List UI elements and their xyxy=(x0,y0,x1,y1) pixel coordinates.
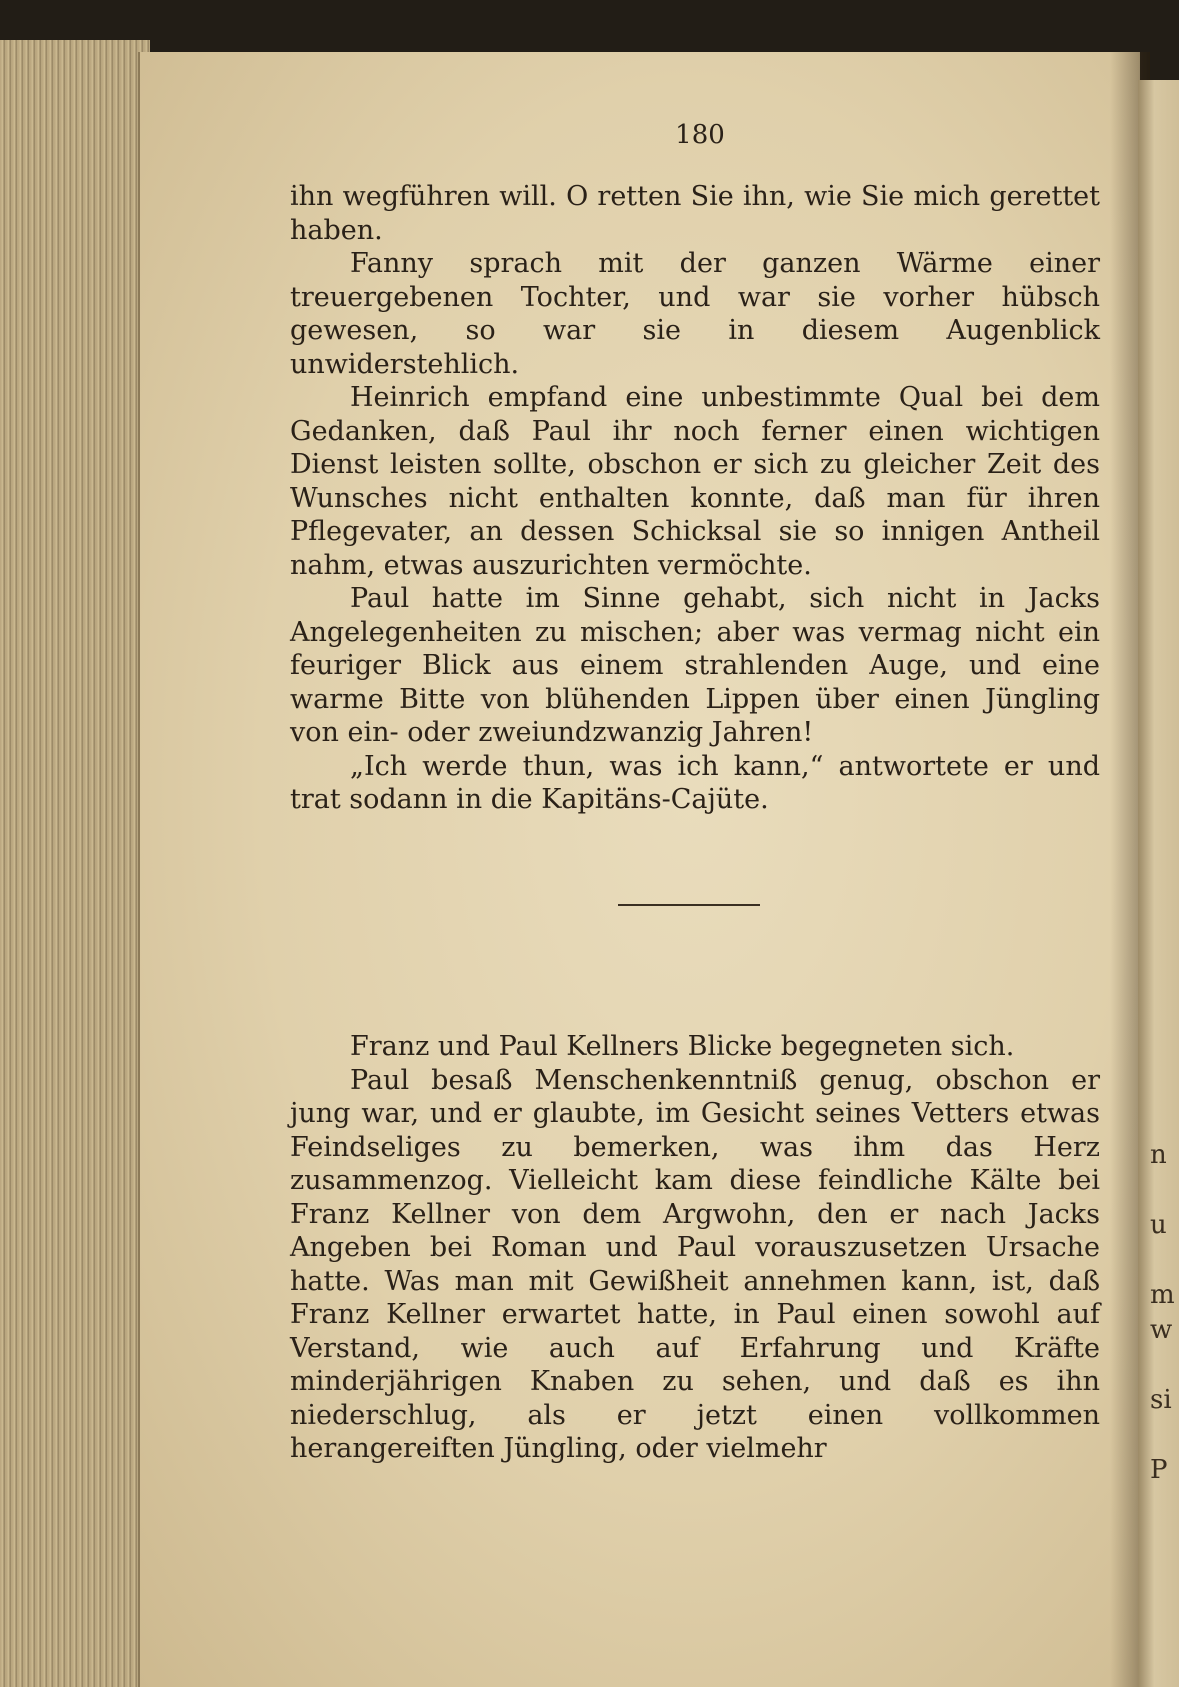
next-page-fragment: si xyxy=(1150,1385,1172,1415)
paragraph: ihn wegführen will. O retten Sie ihn, wie Sie mich gerettet haben. xyxy=(290,181,1100,246)
next-page-fragment: m xyxy=(1150,1280,1175,1310)
paragraph: Heinrich empfand eine unbestimmte Qual bei dem Gedanken, daß Paul ihr noch ferner einen wichtigen Dienst leisten sollte, obschon er sich zu gleicher Zeit des Wunsches nicht enthalten konnte, daß man für ihren Pflegevater, an dessen Schicksal sie so innigen Antheil nahm, etwas auszurichten vermöchte. xyxy=(290,382,1100,581)
page-number: 180 xyxy=(675,120,725,150)
right-page-edge xyxy=(1138,80,1179,1687)
next-page-fragment: u xyxy=(1150,1210,1167,1240)
paragraph: Paul hatte im Sinne gehabt, sich nicht in Jacks Angelegenheiten zu mischen; aber was vermag nicht ein feuriger Blick aus einem strahlenden Auge, und eine warme Bitte von blühenden Lippen über einen Jüngling von ein- oder zweiundzwanzig Jahren! xyxy=(290,583,1100,748)
next-page-fragment: P xyxy=(1150,1455,1168,1485)
paragraph: Franz und Paul Kellners Blicke begegneten sich. xyxy=(350,1031,1015,1062)
paragraph: „Ich werde thun, was ich kann,“ antwortete er und trat sodann in die Kapitäns-Cajüte. xyxy=(290,750,1100,815)
text-section-2 xyxy=(290,1030,1100,1466)
paragraph: Paul besaß Menschenkenntniß genug, obschon er jung war, und er glaubte, im Gesicht seines Vetters etwas Feindseliges zu bemerken, was ihm das Herz zusammenzog. Vielleicht kam diese feindliche Kälte bei Franz Kellner von dem Argwohn, den er nach Jacks Angeben bei Roman und Paul vorauszusetzen Ursache hatte. Was man mit Gewißheit annehmen kann, ist, daß Franz Kellner erwartet hatte, in Paul einen sowohl auf Verstand, wie auch auf Erfahrung und Kräfte minderjährigen Knaben zu sehen, und daß es ihn niederschlug, als er jetzt einen vollkommen herangereiften Jüngling, oder vielmehr xyxy=(290,1064,1100,1464)
text-section-1 xyxy=(290,180,1100,817)
paragraph: Fanny sprach mit der ganzen Wärme einer treuergebenen Tochter, und war sie vorher hübsch gewesen, so war sie in diesem Augenblick unwiderstehlich. xyxy=(290,248,1100,380)
stacked-page-edges xyxy=(0,40,150,1687)
next-page-fragment: w xyxy=(1150,1315,1173,1345)
next-page-fragment: n xyxy=(1150,1140,1167,1170)
section-divider xyxy=(618,904,760,906)
